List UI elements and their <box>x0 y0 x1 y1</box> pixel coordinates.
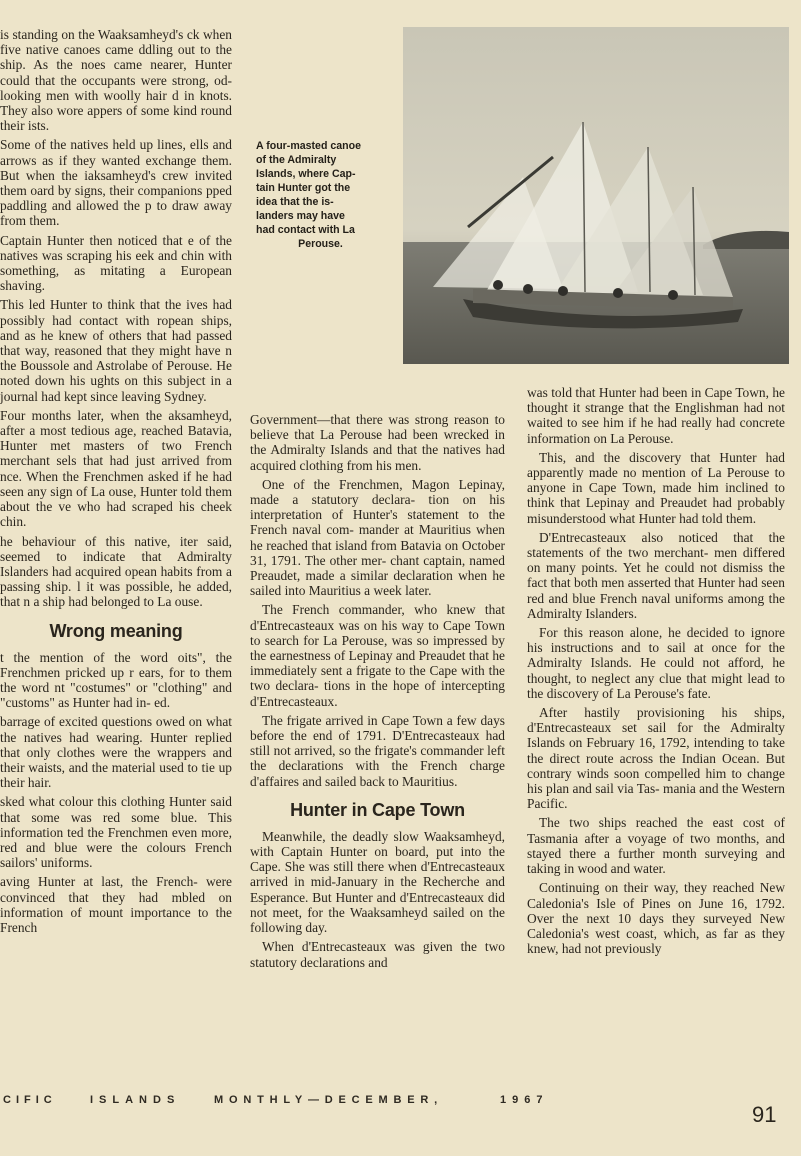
caption-line: Islands, where Cap- <box>256 168 356 180</box>
caption-line: had contact with La <box>256 224 355 236</box>
paragraph: The frigate arrived in Cape Town a few days before the end of 1791. D'Entrecasteaux had still not arrived, so the frigate's commander left the declarations with the French charge d'affaires and sailed back to Mauritius. <box>250 712 505 789</box>
section-heading-hunter-in-cape-town: Hunter in Cape Town <box>290 799 465 820</box>
footer-publication: ISLANDS <box>90 1094 181 1106</box>
paragraph: The French commander, who knew that d'Entrecasteaux was on his way to Cape Town to search for La Perouse, was so impressed by the earnestness of Lepinay and Preaudet that he immediately sent a frigate to the Cape with the two declara- tions in the hope of intercepting d'Entrecasteaux. <box>250 602 505 709</box>
paragraph: This, and the discovery that Hunter had apparently made no mention of La Perouse to anyone in Cape Town, made him inclined to think that Lepinay and Preaudet had probably misunderstood what Hunter had told them. <box>527 449 785 526</box>
footer-issue: MONTHLY—DECEMBER, <box>214 1094 443 1106</box>
paragraph: Meanwhile, the deadly slow Waaksamheyd, with Captain Hunter on board, put into the Cape. She was still there when d'Entrecasteaux arrived in mid-January in the Recherche and Esperance. But Hunter and d'Entrecasteaux did not meet, for the Waaksamheyd sailed on the following day. <box>250 828 505 936</box>
paragraph: The two ships reached the east cost of Tasmania after a voyage of two months, and stayed there a further month surveying and taking in wood and water. <box>527 815 785 877</box>
paragraph: Continuing on their way, they reached New Caledonia's Isle of Pines on June 16, 1792. Over the next 10 days they surveyed New Caledonia's west coast, which, as far as they knew, had not previously <box>527 880 785 957</box>
paragraph: When d'Entrecasteaux was given the two statutory declarations and <box>250 939 505 970</box>
paragraph: D'Entrecasteaux also noticed that the statements of the two merchant- men differed on many points. Yet he could not dismiss the fact that both men asserted that Hunter had seen red and blue French naval uniforms among the Admiralty Islanders. <box>527 529 785 621</box>
paragraph: Captain Hunter then noticed that e of the natives was scraping his eek and chin with something, as mitating a European shaving. <box>0 232 232 294</box>
paragraph: t the mention of the word oits", the Frenchmen pricked up r ears, for to them the word nt "costumes" or "clothing" and "customs" as Hunter had in- ed. <box>0 649 232 711</box>
text-column-right <box>527 385 785 1087</box>
caption-line: idea that the is- <box>256 196 334 208</box>
caption-line: A four-masted canoe <box>256 140 361 152</box>
paragraph: This led Hunter to think that the ives had possibly had contact with ropean ships, and as he knew of others that had passed that way, reasoned that they might have n the Boussole and Astrolabe of Perouse. He noted down his ughts on this subject in a journal had kept since leaving Sydney. <box>0 297 232 404</box>
section-heading-wrong-meaning: Wrong meaning <box>49 620 183 641</box>
paragraph: is standing on the Waaksamheyd's ck when five native canoes came ddling out to the ship. As the noes came nearer, Hunter could that the occupants were strong, od-looking men with woolly hair d in knots. They also wore appers of some kind round their ists. <box>0 27 232 134</box>
text-column-middle <box>250 412 505 1088</box>
paragraph: Some of the natives held up lines, ells and arrows as if they wanted exchange them. But when the iaksamheyd's crew invited them oard by signs, their companions pped paddling and allowed the p to draw away from them. <box>0 137 232 229</box>
paragraph: After hastily provisioning his ships, d'Entrecasteaux set sail for the Admiralty Islands on February 16, 1792, intending to take the direct route across the Indian Ocean. But contrary winds soon compelled him to change his plan and sail via Tas- mania and the Western Pacific. <box>527 705 785 812</box>
canoe-with-sails-photo-icon <box>403 27 789 364</box>
caption-line: landers may have <box>256 210 345 222</box>
footer-year: 1967 <box>500 1094 549 1106</box>
text-column-left <box>0 27 232 1089</box>
photo-caption <box>256 139 385 251</box>
page-number: 91 <box>752 1102 777 1127</box>
paragraph: For this reason alone, he decided to ignore his instructions and to sail at once for the Admiralty Islands. He could not afford, he thought, to neglect any clue that might lead to the discovery of La Perouse's fate. <box>527 625 785 701</box>
paragraph: aving Hunter at last, the French- were convinced that they had mbled on information of mount importance to the French <box>0 874 232 935</box>
page-footer <box>0 1094 801 1114</box>
paragraph: Four months later, when the aksamheyd, after a most tedious age, reached Batavia, Hunter met masters of two French merchant sels that had just arrived from nce. When the Frenchmen asked if he had seen any sign of La ouse, Hunter told them about the ve who had scraped his cheek chin. <box>0 407 232 530</box>
paragraph: One of the Frenchmen, Magon Lepinay, made a statutory declara- tion on his interpretation of Hunter's statement to the French naval com- mander at Mauritius when he reached that island from Batavia on October 31, 1791. The other mer- chant captain, named Preaudet, made a similar declaration when he sailed into Mauritius a week later. <box>250 476 505 599</box>
caption-line: Perouse. <box>298 238 343 250</box>
paragraph: barrage of excited questions owed on what the natives had wearing. Hunter replied that only clothes were the wrappers and their waists, and the material used to tie up their hair. <box>0 714 232 791</box>
paragraph: Government—that there was strong reason to believe that La Perouse had been wrecked in the Admiralty Islands and that the natives had acquired clothing from his men. <box>250 412 505 473</box>
canoe-photo <box>403 27 789 364</box>
paragraph: was told that Hunter had been in Cape Town, he thought it strange that the Englishman had not waited to see him if he had really had concrete information on La Perouse. <box>527 385 785 446</box>
paragraph: sked what colour this clothing Hunter said that some was red some blue. This information ted the Frenchmen even more, red and blue were the colours French sailors' uniforms. <box>0 794 232 871</box>
caption-line: tain Hunter got the <box>256 182 351 194</box>
footer-publication: CIFIC <box>3 1094 57 1106</box>
paragraph: he behaviour of this native, iter said, seemed to indicate that Admiralty Islanders had acquired opean habits from a passing ship. l it was possible, he added, that n a ship had belonged to La ouse. <box>0 533 232 610</box>
caption-line: of the Admiralty <box>256 154 337 166</box>
